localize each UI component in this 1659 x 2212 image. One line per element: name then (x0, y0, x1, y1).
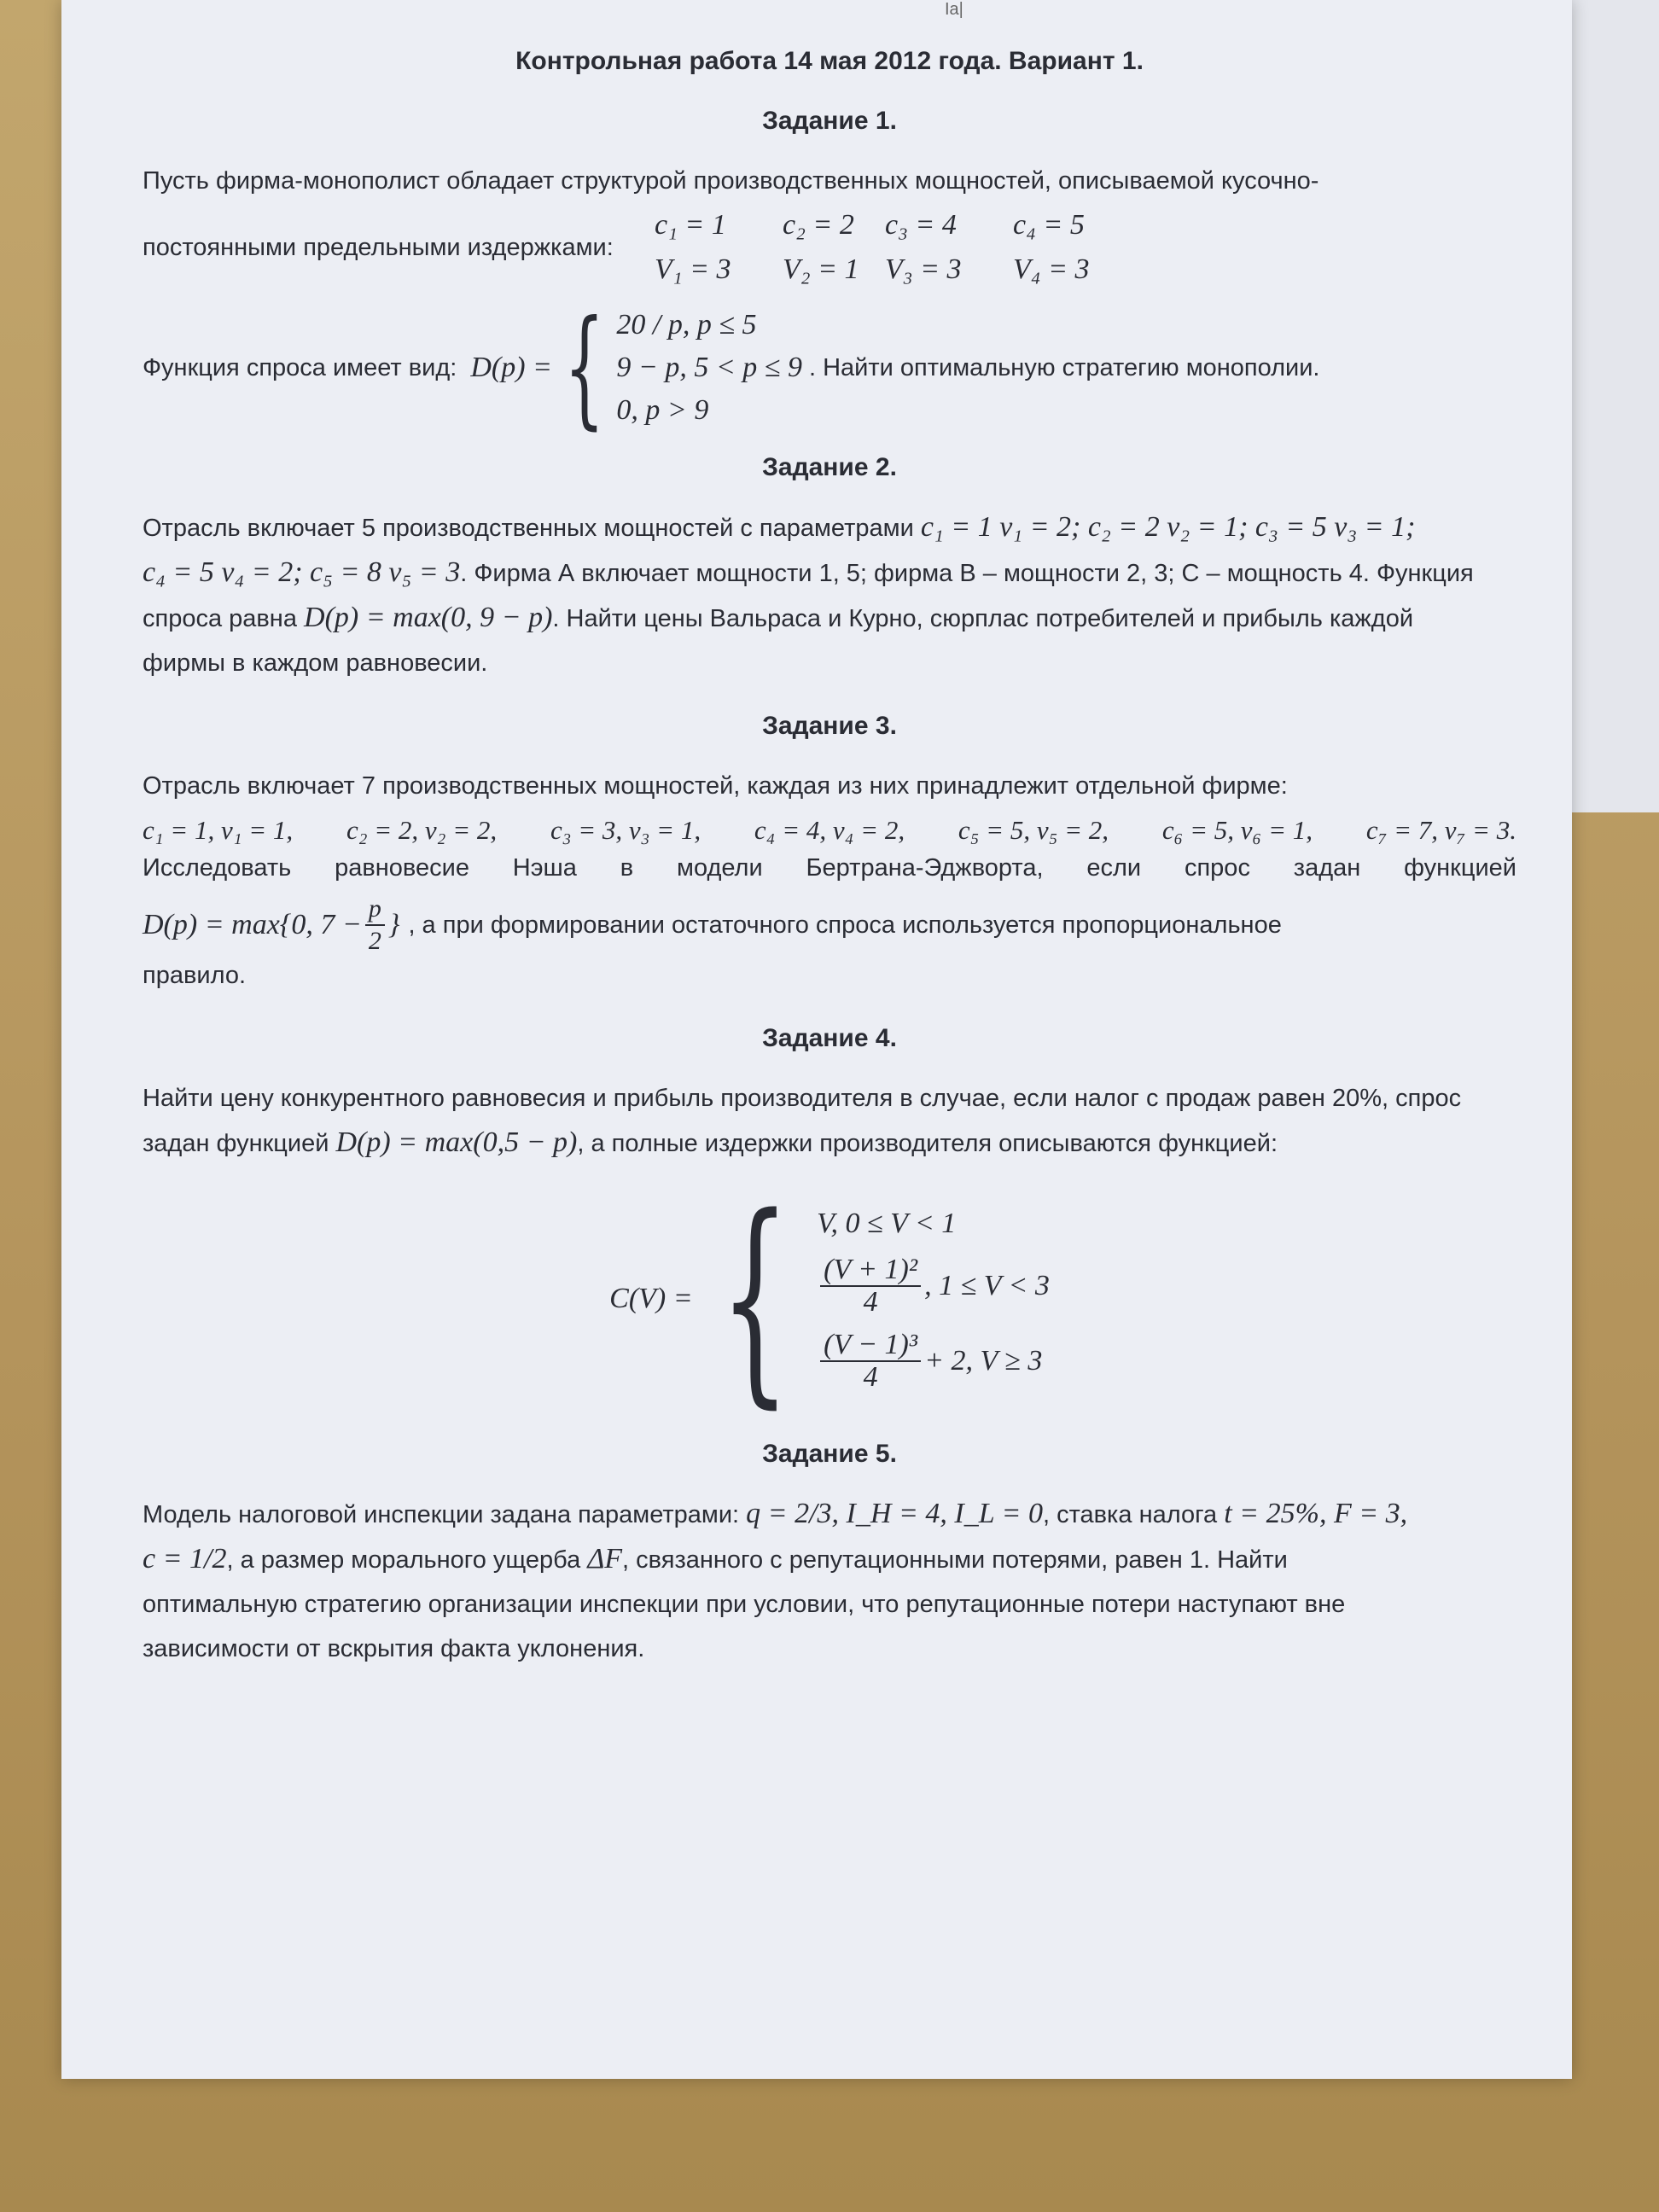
task3-line4-tail: , а при формировании остаточного спроса используется пропорциональное (408, 911, 1282, 939)
task3-cap2: c₂ = 2, v₂ = 2, (346, 815, 498, 845)
task5-line2-text2: , связанного с репутационными потерями, равен 1. Найти (622, 1546, 1288, 1574)
task4-case1: V, 0 ≤ V < 1 (817, 1208, 957, 1239)
task4-case2-den: 4 (863, 1286, 878, 1318)
task2-line1-text: Отрасль включает 5 производственных мощностей с параметрами (143, 515, 914, 542)
left-brace-icon: { (563, 294, 605, 442)
task3-cap1: c₁ = 1, v₁ = 1, (143, 815, 294, 845)
task5-line1-text: Модель налоговой инспекции задана параметрами: (143, 1501, 740, 1528)
task1-c4: c₄ = 5 (1013, 209, 1085, 241)
task5-heading: Задание 5. (762, 1440, 897, 1468)
task4-case2-num: (V + 1)² (820, 1254, 921, 1287)
task4-line2-math: D(p) = max(0,5 − p) (335, 1126, 578, 1158)
task2-heading: Задание 2. (762, 453, 897, 481)
task4-cost-cases (693, 1170, 1050, 1428)
task4-line2 (143, 1124, 1516, 1162)
task1-demand-tail: . Найти оптимальную стратегию монополии. (808, 354, 1320, 381)
task3-line1: Отрасль включает 7 производственных мощностей, каждая из них принадлежит отдельной фирме: (143, 772, 1288, 800)
task2-line3-math: D(p) = max(0, 9 − p) (304, 602, 553, 633)
task5-line2-math2: ΔF (587, 1543, 623, 1575)
task3-cap3: c₃ = 3, v₃ = 1, (550, 815, 701, 845)
task4-cost-function (143, 1170, 1516, 1428)
task3-heading: Задание 3. (762, 712, 897, 740)
page-title: Контрольная работа 14 мая 2012 года. Вариант 1. (515, 47, 1144, 75)
task5-line1-math2: t = 25%, F = 3, (1224, 1498, 1408, 1529)
task1-demand-label: Функция спроса имеет вид: (143, 354, 457, 381)
task1-demand-row (143, 294, 1516, 442)
task3-demand-fraction (365, 894, 385, 957)
task3-demand-pre: D(p) = max{0, 7 − (143, 909, 362, 940)
task3-line5: правило. (143, 962, 246, 989)
task5-line3: оптимальную стратегию организации инспекции при условии, что репутационные потери наступают вне (143, 1591, 1346, 1618)
task5-line2-text1: , а размер морального ущерба (226, 1546, 581, 1574)
task1-v2: V₂ = 1 (783, 253, 859, 285)
task1-c1: c₁ = 1 (655, 209, 726, 241)
task4-cost-lhs: C(V) = (609, 1283, 693, 1314)
task2-line2-text: . Фирма А включает мощности 1, 5; фирма В – мощности 2, 3; С – мощность 4. Функция (460, 560, 1474, 587)
task4-line2-text1: задан функцией (143, 1130, 329, 1157)
task1-text1: Пусть фирма-монополист обладает структурой производственных мощностей, описываемой кусочно- (143, 167, 1319, 195)
task2-line2-math: c₄ = 5 v₄ = 2; c₅ = 8 v₅ = 3 (143, 556, 461, 588)
task5-line1-math: q = 2/3, I_H = 4, I_L = 0 (746, 1498, 1043, 1529)
paper-sheet (61, 0, 1572, 2079)
task3-line3: Исследовать равновесие Нэша в модели Бертрана-Эджворта, если спрос задан функцией (143, 854, 1516, 882)
task5-line2 (143, 1540, 1516, 1579)
task2-line1-math: c₁ = 1 v₁ = 2; c₂ = 2 v₂ = 1; c₃ = 5 v₃ = 1; (920, 511, 1416, 543)
task1-c2: c₂ = 2 (783, 209, 854, 241)
task1-capacity-grid (655, 207, 1141, 288)
task4-heading: Задание 4. (762, 1024, 897, 1052)
task3-cap7: c₇ = 7, v₇ = 3. (1365, 815, 1516, 845)
task4-case3-num: (V − 1)³ (820, 1330, 921, 1362)
task4-case2 (817, 1254, 1050, 1318)
task3-cap5: c₅ = 5, v₅ = 2, (958, 815, 1109, 845)
task2-line1 (143, 509, 1516, 547)
left-brace-icon: { (719, 1170, 790, 1428)
task3-frac-num: p (365, 894, 385, 926)
task1-demand-cases (552, 294, 802, 442)
task1-capacities-row (143, 207, 1516, 288)
task1-heading: Задание 1. (762, 107, 897, 135)
task4-line2-text2: , а полные издержки производителя описываются функцией: (577, 1130, 1278, 1157)
task1-v3: V₃ = 3 (885, 253, 962, 285)
task2-line4: фирмы в каждом равновесии. (143, 649, 488, 677)
task5-line1 (143, 1495, 1516, 1534)
task1-case3: 0, p > 9 (616, 394, 709, 426)
task4-line1: Найти цену конкурентного равновесия и прибыль производителя в случае, если налог с продаж равен 20%, спрос (143, 1085, 1462, 1112)
task3-capacities (143, 812, 1516, 849)
task3-demand-post: } (387, 909, 400, 940)
task3-cap6: c₆ = 5, v₆ = 1, (1161, 815, 1313, 845)
task5-line4: зависимости от вскрытия факта уклонения. (143, 1635, 645, 1662)
top-mark: Ia| (945, 0, 963, 19)
task4-case2-tail: , 1 ≤ V < 3 (924, 1270, 1050, 1301)
task1-v4: V₄ = 3 (1013, 253, 1090, 285)
task1-case1: 20 / p, p ≤ 5 (616, 309, 757, 341)
task2-line3-text2: . Найти цены Вальраса и Курно, сюрплас потребителей и прибыль каждой (552, 605, 1414, 632)
task2-line3 (143, 599, 1516, 637)
task1-demand-lhs: D(p) = (470, 352, 552, 383)
task1-text2: постоянными предельными издержками: (143, 234, 614, 261)
task5-line2-math: c = 1/2 (143, 1543, 227, 1575)
task1-v1: V₁ = 3 (655, 253, 731, 285)
task2-line2 (143, 554, 1516, 592)
task2-line3-text1: спроса равна (143, 605, 297, 632)
task1-c3: c₃ = 4 (885, 209, 957, 241)
task4-case3-den: 4 (863, 1361, 878, 1393)
task1-case2: 9 − p, 5 < p ≤ 9 (616, 352, 802, 383)
task3-frac-den: 2 (368, 927, 381, 955)
task3-demand-row (143, 894, 1516, 957)
document-content (143, 43, 1516, 1674)
task4-case3 (817, 1330, 1050, 1393)
task5-line1-text2: , ставка налога (1042, 1501, 1218, 1528)
task4-case3-tail: + 2, V ≥ 3 (924, 1345, 1043, 1377)
task3-cap4: c₄ = 4, v₄ = 2, (754, 815, 905, 845)
